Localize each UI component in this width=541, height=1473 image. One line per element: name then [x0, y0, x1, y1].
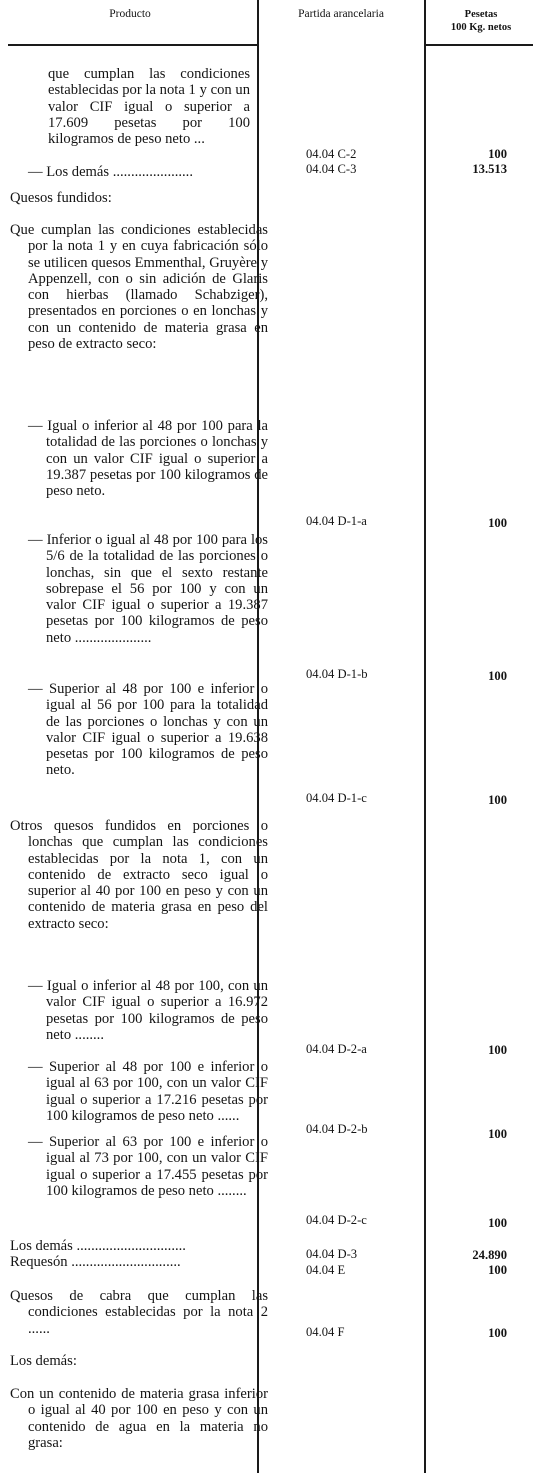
partida-code: 04.04 D-1-a [306, 514, 367, 528]
header-pesetas-line2: 100 Kg. netos [450, 22, 512, 33]
product-text: — Los demás ...................... [28, 164, 193, 180]
product-text: Requesón .............................. [10, 1254, 181, 1270]
header-pesetas-line1: Pesetas [464, 9, 498, 20]
partida-code: 04.04 C-2 [306, 147, 357, 161]
pesetas-value: 13.513 [472, 162, 507, 176]
pesetas-value: 100 [488, 1326, 507, 1340]
product-text: Quesos de cabra que cumplan las condiciones establecidas por la nota 2 ...... [10, 1288, 268, 1337]
partida-code: 04.04 D-1-b [306, 667, 368, 681]
product-text: — Superior al 48 por 100 e inferior o igual al 63 por 100, con un valor CIF igual o superior a 17.216 pesetas por 100 kilogramos de peso neto ...... [28, 1059, 268, 1124]
header-pesetas [428, 8, 534, 34]
product-text: que cumplan las condiciones establecidas por la nota 1 y con un valor CIF igual o superior a 17.609 pesetas por 100 kilogramos de peso neto ... [48, 66, 250, 148]
pesetas-value: 100 [488, 1216, 507, 1230]
product-text: Los demás .............................. [10, 1238, 186, 1254]
partida-code: 04.04 D-1-c [306, 791, 367, 805]
partida-code: 04.04 D-3 [306, 1247, 358, 1261]
pesetas-value: 100 [488, 1263, 507, 1277]
header-rule [426, 44, 533, 46]
product-text: — Inferior o igual al 48 por 100 para los 5/6 de la totalidad de las porciones o lonchas, sin que el sexto restante sobrepase el 56 por 100 y con un valor CIF igual o superior a 19.387 pesetas por 100 kilogramos de peso neto ..................... [28, 532, 268, 646]
product-text: Con un contenido de materia grasa inferior o igual al 40 por 100 en peso y con un contenido de agua en la materia no grasa: [10, 1386, 268, 1451]
pesetas-value: 100 [488, 1043, 507, 1057]
product-text: Otros quesos fundidos en porciones o lonchas que cumplan las condiciones establecidas por la nota 1, con un contenido de extracto seco igual o superior al 40 por 100 en peso y con un contenido de materia grasa en peso del extracto seco: [10, 818, 268, 932]
product-text: — Igual o inferior al 48 por 100 para la totalidad de las porciones o lonchas y con un valor CIF igual o superior a 19.387 pesetas por 100 kilogramos de peso neto. [28, 418, 268, 500]
pesetas-value: 100 [488, 793, 507, 807]
partida-code: 04.04 D-2-b [306, 1122, 368, 1136]
product-text: — Igual o inferior al 48 por 100, con un valor CIF igual o superior a 16.972 pesetas por 100 kilogramos de peso neto ........ [28, 978, 268, 1043]
header-product: Producto [109, 8, 151, 20]
partida-code: 04.04 E [306, 1263, 346, 1277]
section-heading: Quesos fundidos: [10, 190, 112, 206]
pesetas-value: 100 [488, 516, 507, 530]
partida-code: 04.04 D-2-c [306, 1213, 367, 1227]
pesetas-value: 100 [488, 1127, 507, 1141]
column-divider-2 [424, 0, 426, 1473]
product-text: — Superior al 48 por 100 e inferior o igual al 56 por 100 para la totalidad de las porciones o lonchas y con un valor CIF igual o superior a 19.638 pesetas por 100 kilogramos de peso neto. [28, 681, 268, 779]
pesetas-value: 100 [488, 669, 507, 683]
product-text: — Superior al 63 por 100 e inferior o igual al 73 por 100, con un valor CIF igual o superior a 17.455 pesetas por 100 kilogramos de peso neto ........ [28, 1134, 268, 1199]
partida-code: 04.04 F [306, 1325, 345, 1339]
partida-code: 04.04 D-2-a [306, 1042, 367, 1056]
pesetas-value: 100 [488, 147, 507, 161]
partida-code: 04.04 C-3 [306, 162, 357, 176]
header-partida: Partida arancelaria [298, 8, 384, 20]
header-rule [8, 44, 258, 46]
section-heading: Los demás: [10, 1353, 77, 1369]
pesetas-value: 24.890 [472, 1248, 507, 1262]
product-text: Que cumplan las condiciones establecidas por la nota 1 y en cuya fabricación sólo se utilicen quesos Emmenthal, Gruyère y Appenzell, con o sin adición de Glaris con hierbas (llamado Schabziger), presentados en porciones o en lonchas y con un contenido de materia grasa en peso de extracto seco: [10, 222, 268, 353]
